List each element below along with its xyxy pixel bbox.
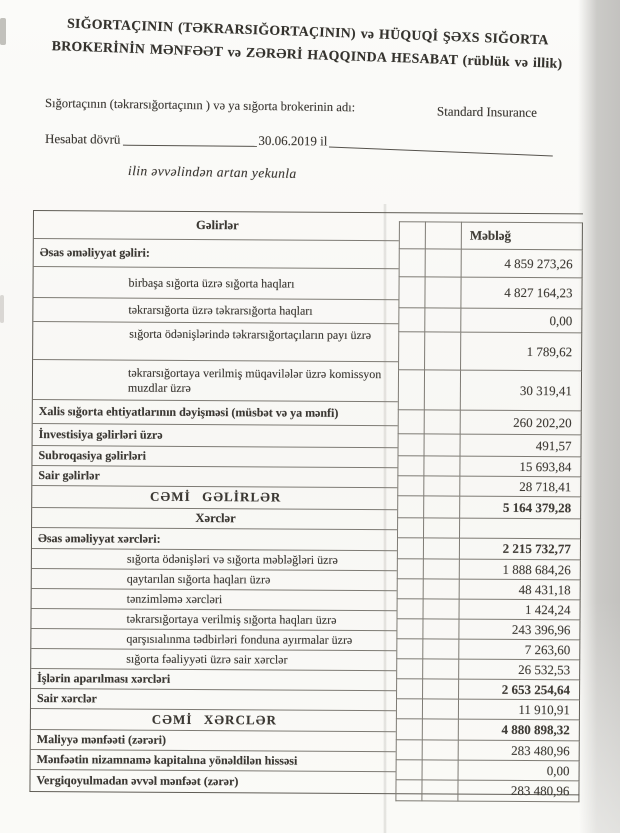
row-label: CƏMİ GƏLİRLƏR bbox=[32, 486, 397, 510]
period-note: ilin əvvəlindən artan yekunla bbox=[127, 163, 297, 181]
row-amount: 1 424,24 bbox=[459, 600, 581, 621]
scan-artifact bbox=[0, 295, 4, 323]
row-label: CƏMİ XƏRCLƏR bbox=[31, 709, 396, 732]
report-title-line1: SIĞORTAÇININ (TƏKRARSIĞORTAÇININ) və HÜQUQİ ŞƏXS SIĞORTA bbox=[66, 15, 549, 48]
empty-cell bbox=[398, 332, 424, 370]
empty-cell bbox=[422, 760, 458, 780]
row-label: Əsas əməliyyat xərcləri: bbox=[32, 528, 397, 551]
period-label: Hesabat dövrü bbox=[44, 131, 121, 147]
row-label: qaytarılan sığorta haqları üzrə bbox=[32, 569, 397, 591]
empty-cell bbox=[423, 579, 459, 599]
row-amount: 2 653 254,64 bbox=[458, 680, 580, 701]
report-table bbox=[29, 210, 583, 799]
empty-cell bbox=[424, 332, 460, 370]
empty-cell bbox=[398, 370, 424, 410]
row-amount: 2 215 732,77 bbox=[459, 539, 581, 561]
row-amount: 283 480,96 bbox=[458, 741, 580, 762]
row-label: sığorta fəaliyyəti üzrə sair xərclər bbox=[31, 649, 396, 671]
blank-underline bbox=[123, 132, 257, 147]
row-label: Xərclər bbox=[32, 508, 397, 530]
empty-cell bbox=[423, 559, 459, 579]
insurer-label: Sığortaçının (təkrarsığortaçının ) və ya sığorta brokerinin adı: bbox=[44, 96, 356, 115]
row-label: Sair xərclər bbox=[31, 689, 396, 711]
empty-cell bbox=[397, 518, 423, 538]
row-label: Gəlirlər bbox=[34, 211, 399, 241]
scan-artifact bbox=[0, 18, 6, 45]
row-amount: 4 880 898,32 bbox=[458, 720, 580, 742]
row-label: tənzimləmə xərcləri bbox=[32, 589, 397, 611]
empty-cell bbox=[423, 456, 459, 476]
row-label: İşlərin aparılması xərcləri bbox=[31, 669, 396, 691]
empty-cell bbox=[397, 476, 423, 496]
row-label: Sair gəlirlər bbox=[32, 466, 397, 488]
report-title bbox=[44, 11, 570, 75]
empty-cell bbox=[423, 538, 459, 559]
empty-cell bbox=[396, 679, 422, 699]
row-label: Maliyyə mənfəəti (zərəri) bbox=[31, 730, 396, 752]
row-amount: 1 888 684,26 bbox=[459, 560, 581, 581]
insurer-name-line bbox=[45, 96, 590, 119]
empty-cell bbox=[396, 719, 422, 740]
row-label: Xalis sığorta ehtiyatlarının dəyişməsi (müsbət və ya mənfi) bbox=[33, 400, 398, 426]
empty-cell bbox=[396, 639, 422, 659]
empty-cell bbox=[423, 599, 459, 619]
row-label: təkrarsığorta üzrə təkrarsığorta haqları bbox=[33, 298, 398, 324]
row-amount: 5 164 379,28 bbox=[459, 497, 581, 520]
empty-cell bbox=[421, 780, 457, 801]
empty-cell bbox=[422, 619, 458, 639]
empty-cell bbox=[396, 699, 422, 719]
row-label: təkrarsığortaya verilmiş müqavilələr üzrə komissyon muzdlar üzrə bbox=[33, 360, 398, 402]
row-amount: 48 431,18 bbox=[459, 580, 581, 601]
empty-cell bbox=[422, 659, 458, 679]
row-amount: 7 263,60 bbox=[458, 640, 580, 661]
period-value: 30.06.2019 il bbox=[258, 132, 328, 149]
empty-cell bbox=[396, 619, 422, 639]
empty-cell bbox=[423, 476, 459, 496]
report-title-line2: BROKERİNİN MƏNFƏƏT və ZƏRƏRİ HAQQINDA HESABAT (rüblük və illik) bbox=[51, 38, 563, 71]
empty-cell bbox=[397, 456, 423, 476]
empty-cell bbox=[424, 370, 460, 410]
empty-cell bbox=[422, 719, 458, 740]
row-amount: 283 480,96 bbox=[457, 781, 579, 803]
row-amount: 30 319,41 bbox=[460, 371, 582, 412]
empty-cell bbox=[395, 780, 421, 801]
empty-cell bbox=[396, 740, 422, 760]
empty-cell bbox=[398, 410, 424, 434]
row-label: birbaşa sığorta üzrə sığorta haqları bbox=[33, 267, 398, 300]
row-amount bbox=[459, 519, 581, 540]
empty-cell bbox=[397, 559, 423, 579]
row-amount: 26 532,53 bbox=[458, 660, 580, 681]
row-label: Mənfəətin nizamnamə kapitalına yönəldilən hissəsi bbox=[31, 750, 396, 772]
empty-cell bbox=[397, 538, 423, 559]
row-amount: 1 789,62 bbox=[460, 333, 582, 372]
empty-cell bbox=[422, 740, 458, 760]
empty-cell bbox=[396, 659, 422, 679]
row-amount: 491,57 bbox=[460, 435, 582, 458]
row-label: sığorta ödənişlərində təkrarsığortaçıların payı üzrə bbox=[33, 322, 398, 362]
row-amount: 28 718,41 bbox=[459, 477, 581, 498]
row-label: təkrarsığortaya verilmiş sığorta haqları üzrə bbox=[31, 609, 396, 631]
empty-cell bbox=[422, 679, 458, 699]
row-label: qarşısıalınma tədbirləri fonduna ayırmalar üzrə bbox=[31, 629, 396, 651]
row-label: Əsas əməliyyat gəliri: bbox=[34, 239, 399, 269]
blank-underline bbox=[329, 133, 553, 156]
table-row bbox=[34, 211, 583, 242]
empty-cell bbox=[423, 496, 459, 518]
row-label: Subroqasiya gəlirləri bbox=[32, 446, 397, 468]
empty-cell bbox=[397, 579, 423, 599]
insurer-name: Standard Insurance bbox=[436, 103, 538, 120]
row-amount: 15 693,84 bbox=[459, 457, 581, 478]
row-amount: 243 396,96 bbox=[458, 620, 580, 641]
empty-cell bbox=[424, 308, 460, 332]
empty-cell bbox=[399, 221, 425, 249]
empty-cell bbox=[396, 760, 422, 780]
empty-cell bbox=[398, 277, 424, 308]
row-amount: 260 202,20 bbox=[460, 411, 582, 436]
empty-cell bbox=[422, 699, 458, 719]
row-amount: 4 859 273,26 bbox=[461, 250, 583, 279]
empty-cell bbox=[422, 639, 458, 659]
scan-edge-shadow bbox=[578, 0, 620, 833]
row-amount: 4 827 164,23 bbox=[460, 278, 582, 310]
row-label: sığorta ödənişləri və sığorta məbləğləri üzrə bbox=[32, 549, 397, 571]
row-amount: 11 910,91 bbox=[458, 700, 580, 721]
empty-cell bbox=[423, 518, 459, 538]
empty-cell bbox=[397, 496, 423, 518]
row-amount: 0,00 bbox=[458, 761, 580, 782]
row-amount: Məbləğ bbox=[461, 222, 583, 251]
row-label: Vergiqoyulmadan əvvəl mənfəət (zərər) bbox=[36, 773, 239, 789]
empty-cell bbox=[425, 249, 461, 277]
row-amount: 0,00 bbox=[460, 309, 582, 334]
empty-cell bbox=[398, 434, 424, 456]
row-label: İnvestisiya gəlirləri üzrə bbox=[33, 424, 398, 448]
empty-cell bbox=[424, 434, 460, 456]
empty-cell bbox=[399, 249, 425, 277]
empty-cell bbox=[424, 410, 460, 434]
empty-cell bbox=[398, 308, 424, 332]
empty-cell bbox=[425, 221, 461, 249]
empty-cell bbox=[424, 277, 460, 308]
report-period-line bbox=[45, 131, 605, 152]
empty-cell bbox=[397, 599, 423, 619]
